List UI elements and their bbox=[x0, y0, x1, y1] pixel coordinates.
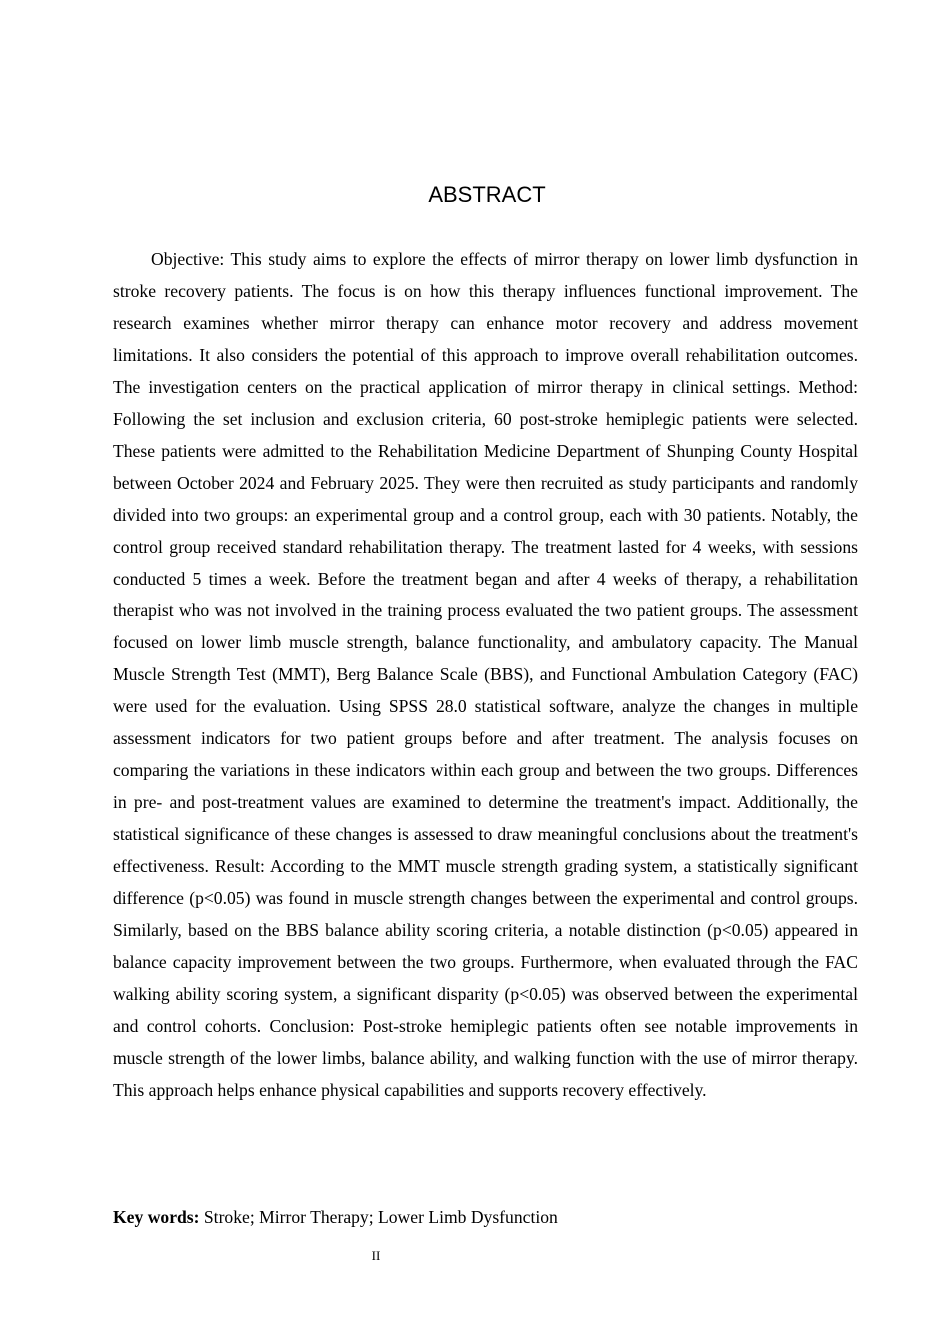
page-number: II bbox=[371, 1248, 381, 1263]
keywords-text: Stroke; Mirror Therapy; Lower Limb Dysfunction bbox=[199, 1207, 558, 1227]
abstract-body: Objective: This study aims to explore the effects of mirror therapy on lower limb dysfunction in stroke recovery patients. The focus is on how this therapy influences functional improvement. The research examines whether mirror therapy can enhance motor recovery and address movement limitations. It also considers the potential of this approach to improve overall rehabilitation outcomes. The investigation centers on the practical application of mirror therapy in clinical settings. Method: Following the set inclusion and exclusion criteria, 60 post-stroke hemiplegic patients were selected. These patients were admitted to the Rehabilitation Medicine Department of Shunping County Hospital between October 2024 and February 2025. They were then recruited as study participants and randomly divided into two groups: an experimental group and a control group, each with 30 patients. Notably, the control group received standard rehabilitation therapy. The treatment lasted for 4 weeks, with sessions conducted 5 times a week. Before the treatment began and after 4 weeks of therapy, a rehabilitation therapist who was not involved in the training process evaluated the two patient groups. The assessment focused on lower limb muscle strength, balance functionality, and ambulatory capacity. The Manual Muscle Strength Test (MMT), Berg Balance Scale (BBS), and Functional Ambulation Category (FAC) were used for the evaluation. Using SPSS 28.0 statistical software, analyze the changes in multiple assessment indicators for two patient groups before and after treatment. The analysis focuses on comparing the variations in these indicators within each group and between the two groups. Differences in pre- and post-treatment values are examined to determine the treatment's impact. Additionally, the statistical significance of these changes is assessed to draw meaningful conclusions about the treatment's effectiveness. Result: According to the MMT muscle strength grading system, a statistically significant difference (p<0.05) was found in muscle strength changes between the experimental and control groups. Similarly, based on the BBS balance ability scoring criteria, a notable distinction (p<0.05) appeared in balance capacity improvement between the two groups. Furthermore, when evaluated through the FAC walking ability scoring system, a significant disparity (p<0.05) was observed between the experimental and control cohorts. Conclusion: Post-stroke hemiplegic patients often see notable improvements in muscle strength of the lower limbs, balance ability, and walking function with the use of mirror therapy. This approach helps enhance physical capabilities and supports recovery effectively. bbox=[113, 249, 858, 1100]
keywords-label: Key words: bbox=[113, 1207, 200, 1227]
keywords-line bbox=[113, 1202, 858, 1233]
abstract-title: ABSTRACT bbox=[428, 182, 546, 207]
